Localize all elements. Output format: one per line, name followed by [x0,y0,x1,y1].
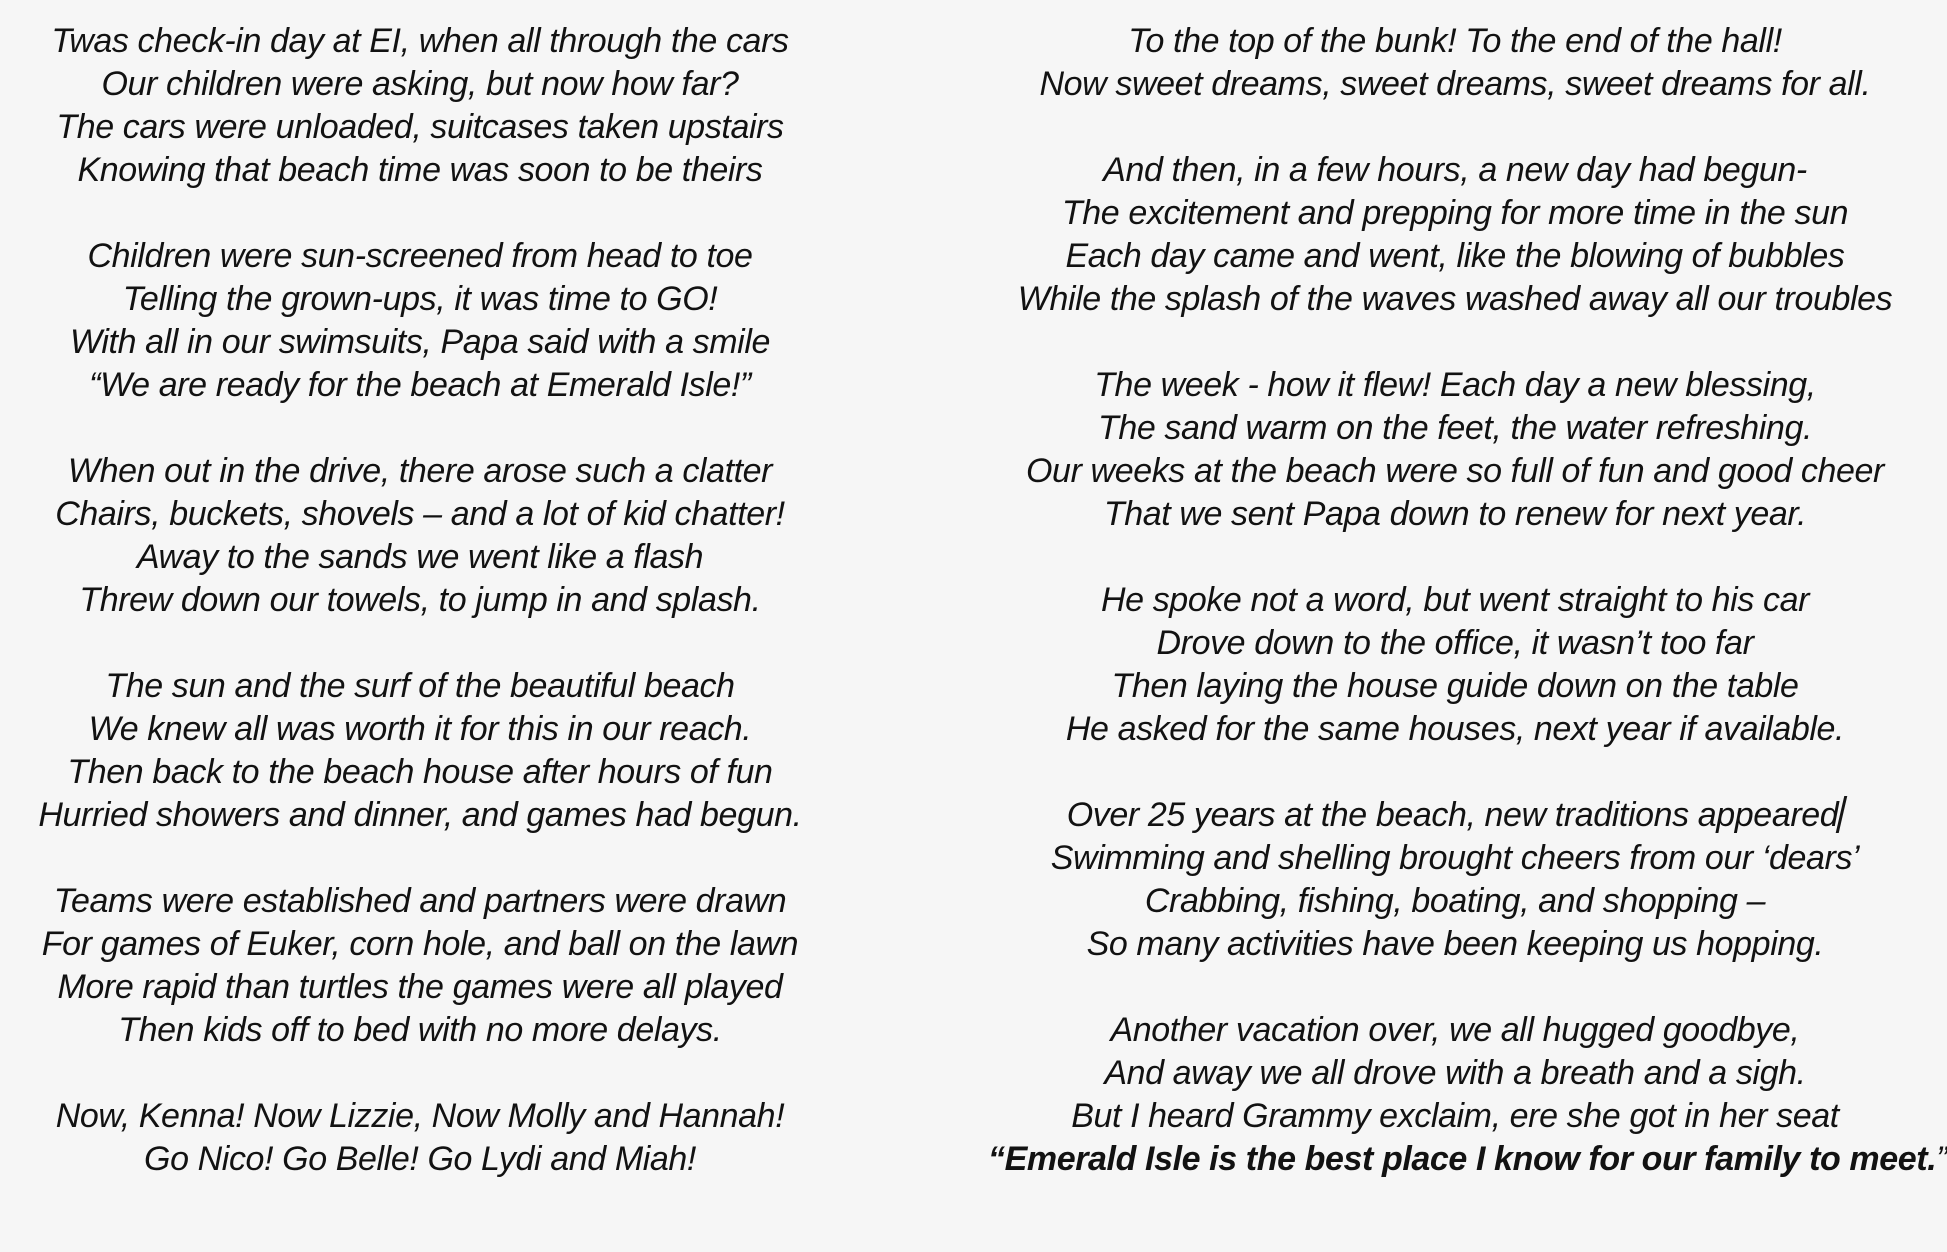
poem-line: Threw down our towels, to jump in and splash. [79,581,761,619]
stanza-10 [988,579,1922,751]
stanza-3 [18,450,822,622]
poem-line: When out in the drive, there arose such a clatter [67,452,773,490]
poem-line: Each day came and went, like the blowing of bubbles [1065,237,1845,275]
stanza-8 [988,149,1922,321]
stanza-6 [18,1095,822,1181]
stanza-4 [18,665,822,837]
stanza-7 [988,20,1922,106]
poem-line: Then laying the house guide down on the table [1111,667,1799,705]
poem-line: He spoke not a word, but went straight to his car [1101,581,1809,619]
poem-line: So many activities have been keeping us hopping. [1086,925,1824,963]
poem-line: And then, in a few hours, a new day had begun- [1103,151,1807,189]
poem-line: Telling the grown-ups, it was time to GO! [122,280,718,318]
poem-line: To the top of the bunk! To the end of the hall! [1128,22,1782,60]
poem-line: Swimming and shelling brought cheers from our ‘dears’ [1050,839,1860,877]
poem-line: We knew all was worth it for this in our reach. [88,710,752,748]
poem-line: For games of Euker, corn hole, and ball on the lawn [41,925,799,963]
stanza-1 [18,20,822,192]
poem-line: Crabbing, fishing, boating, and shopping – [1144,882,1766,920]
poem-line: Hurried showers and dinner, and games had begun. [38,796,802,834]
poem-line: Twas check-in day at EI, when all through the cars [51,22,789,60]
poem-line: The excitement and prepping for more time in the sun [1061,194,1849,232]
poem-line: The sand warm on the feet, the water refreshing. [1097,409,1813,447]
poem-line: That we sent Papa down to renew for next year. [1103,495,1807,533]
poem-column-right[interactable] [988,20,1947,1181]
poem-line: Now sweet dreams, sweet dreams, sweet dreams for all. [1039,65,1871,103]
poem-line-text: Over 25 years at the beach, new traditions appeared [1066,796,1839,834]
poem-line: He asked for the same houses, next year if available. [1065,710,1845,748]
poem-line: And away we all drove with a breath and a sigh. [1104,1054,1806,1092]
poem-line: Go Nico! Go Belle! Go Lydi and Miah! [144,1140,696,1178]
stanza-11 [988,794,1922,966]
poem-line-with-caret [988,794,1922,837]
poem-line: Another vacation over, we all hugged goodbye, [1110,1011,1800,1049]
stanza-2 [18,235,822,407]
stanza-5 [18,880,822,1052]
poem-line: While the splash of the waves washed away all our troubles [1017,280,1893,318]
closing-line-quote-mark: ” [1936,1140,1947,1178]
poem-line: The week - how it flew! Each day a new blessing, [1094,366,1816,404]
poem-line: More rapid than turtles the games were all played [57,968,783,1006]
poem-line: But I heard Grammy exclaim, ere she got in her seat [1071,1097,1839,1135]
poem-line: Then back to the beach house after hours of fun [67,753,773,791]
poem-line: Teams were established and partners were drawn [53,882,787,920]
poem-line: Away to the sands we went like a flash [136,538,704,576]
poem-line: “We are ready for the beach at Emerald Isle!” [89,366,751,404]
poem-line: Our weeks at the beach were so full of fun and good cheer [1026,452,1884,490]
poem-line: With all in our swimsuits, Papa said with a smile [69,323,770,361]
poem-line: Then kids off to bed with no more delays. [118,1011,722,1049]
poem-line: Knowing that beach time was soon to be theirs [77,151,763,189]
poem-column-left[interactable] [18,20,822,1181]
poem-line: The cars were unloaded, suitcases taken upstairs [56,108,784,146]
poem-closing-line [988,1138,1947,1181]
stanza-12 [988,1009,1947,1181]
poem-line: The sun and the surf of the beautiful beach [105,667,735,705]
poem-line: Our children were asking, but now how far? [101,65,739,103]
poem-line: Chairs, buckets, shovels – and a lot of kid chatter! [55,495,785,533]
stanza-9 [988,364,1922,536]
poem-line: Drove down to the office, it wasn’t too far [1156,624,1754,662]
poem-line: Children were sun-screened from head to toe [87,237,753,275]
poem-line: Now, Kenna! Now Lizzie, Now Molly and Hannah! [55,1097,785,1135]
closing-line-bold-text: “Emerald Isle is the best place I know for our family to meet. [988,1140,1937,1178]
